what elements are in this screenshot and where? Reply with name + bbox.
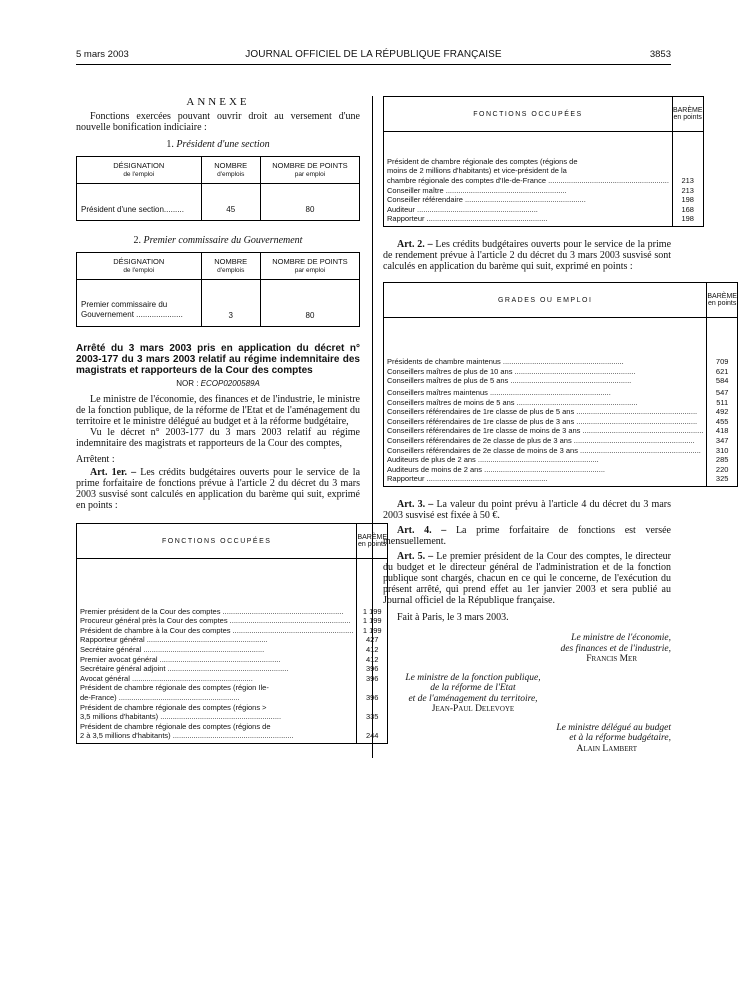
list-item-value: 418 xyxy=(715,426,729,436)
signature-budget: Le ministre délégué au budget et à la réforme budgétaire, Alain Lambert xyxy=(556,722,671,754)
list-item-value: 213 xyxy=(681,185,694,195)
list-item: Conseiller maître .......................................................... xyxy=(387,185,567,195)
list-item: Conseiller référendaire .......................................................... xyxy=(387,195,586,205)
list-item: Rapporteur général .......................................................... xyxy=(80,635,268,645)
list-item-value: 412 xyxy=(365,645,379,655)
article-1-label: Art. 1er. – xyxy=(90,467,137,478)
article-3: Art. 3. – La valeur du point prévu à l'article 4 du décret du 3 mars 2003 susvisé est fixée à 50 €. xyxy=(383,499,671,521)
list-item-value: 1 199 xyxy=(362,606,382,616)
section-1-label: Président d'une section xyxy=(176,139,270,150)
table-fonctions-2: FONCTIONS OCCUPÉES BARÈME en points Président de chambre régionale des comptes (régions de moins de 2 millions d'habitants) et vice-président de la chambre régionale des comptes d'Ile-de-France .......................................................... Conseiller maître .......................................................... Conseiller référendaire .......................................................... Auditeur .......................................................... Rapporteur .......................................................... 213 213 198 168 198 xyxy=(383,96,704,227)
list-item: Conseillers référendaires de 2e classe de plus de 3 ans .......................................................... xyxy=(387,436,695,446)
list-item-value: 335 xyxy=(365,712,379,722)
list-item-value: 198 xyxy=(681,195,694,205)
nor-reference: NOR : ECOP0200589A xyxy=(176,379,260,388)
list-item: chambre régionale des comptes d'Ile-de-France .......................................................... xyxy=(387,176,669,186)
list-item: Rapporteur .......................................................... xyxy=(387,474,548,484)
list-item-value: 427 xyxy=(365,635,379,645)
right-column xyxy=(383,96,737,754)
list-item: moins de 2 millions d'habitants) et vice-président de la xyxy=(387,166,567,176)
list-item-value: 310 xyxy=(715,445,729,455)
list-item-value: 396 xyxy=(365,673,379,683)
list-item: Présidents de chambre maintenus .......................................................... xyxy=(387,357,624,367)
list-item-value: 547 xyxy=(715,388,729,398)
table-row xyxy=(77,184,360,221)
list-item: Conseillers maîtres de moins de 5 ans .......................................................... xyxy=(387,397,638,407)
list-item-value: 198 xyxy=(681,214,694,224)
row-points: 80 xyxy=(260,184,359,221)
list-item-value: 325 xyxy=(715,474,729,484)
list-item: 3,5 millions d'habitants) .......................................................... xyxy=(80,712,282,722)
col-grades: GRADES OU EMPLOI xyxy=(384,283,707,318)
list-item: Conseillers référendaires de 1re classe de plus de 3 ans .......................................................... xyxy=(387,416,698,426)
row-name: Président d'une section......... xyxy=(77,184,202,221)
section-2-label: Premier commissaire du Gouvernement xyxy=(143,235,303,246)
header-journal-title: JOURNAL OFFICIEL DE LA RÉPUBLIQUE FRANÇAISE xyxy=(245,49,502,60)
list-item-value: 621 xyxy=(715,366,729,376)
arrete-preamble-1: Le ministre de l'économie, des finances et de l'industrie, le ministre de la fonction publique, de la réforme de l'Etat et de l'aménagement du territoire et le ministre délégué au budget et à la réforme budgétaire, xyxy=(76,394,360,427)
fonctions-names xyxy=(77,559,357,744)
list-item: de-France) .......................................................... xyxy=(80,693,240,703)
table-fonctions-1 xyxy=(76,523,388,744)
col-fonctions: FONCTIONS OCCUPÉES xyxy=(77,524,357,559)
signature-fonction-publique: Le ministre de la fonction publique, de la réforme de l'Etat et de l'aménagement du territoire, Jean-Paul Delevoye xyxy=(405,672,541,714)
section-1-number: 1. xyxy=(166,139,174,150)
list-item-value: 168 xyxy=(681,204,694,214)
article-5: Art. 5. – Le premier président de la Cour des comptes, le directeur du budget et le directeur général de l'administration et de la fonction publique sont chargés, chacun en ce qui le concerne, de l'exécution du présent arrêté, qui prend effet au 1er janvier 2003 et sera publié au Journal officiel de la République française. xyxy=(383,551,672,606)
header-rule xyxy=(76,64,671,65)
list-item: Président de chambre régionale des comptes (région Ile- xyxy=(80,683,269,693)
section-1-title xyxy=(76,139,360,150)
row-name: Premier commissaire du Gouvernement ..................... xyxy=(77,280,202,327)
list-item-value: 412 xyxy=(365,654,379,664)
arrete-title: Arrêté du 3 mars 2003 pris en application du décret n° 2003-177 du 3 mars 2003 relatif au régime indemnitaire des magistrats et rapporteurs de la Cour des comptes xyxy=(76,343,360,376)
left-column xyxy=(76,96,387,744)
grades-values xyxy=(707,318,738,487)
list-item-value: 1 199 xyxy=(362,616,382,626)
row-points: 80 xyxy=(260,280,359,327)
section-2-title xyxy=(76,235,360,246)
list-item: Président de chambre à la Cour des comptes .......................................................... xyxy=(80,625,354,635)
list-item-value: 1 199 xyxy=(362,625,382,635)
list-item: Président de chambre régionale des comptes (régions de xyxy=(80,721,271,731)
col-bareme: BARÈME en points xyxy=(357,524,388,559)
list-item: Conseillers maîtres maintenus .......................................................... xyxy=(387,388,611,398)
list-item: Auditeurs de moins de 2 ans .......................................................... xyxy=(387,464,605,474)
list-item: Conseillers référendaires de 1re classe de moins de 3 ans .......................................................... xyxy=(387,426,704,436)
list-item: Conseillers maîtres de plus de 5 ans .......................................................... xyxy=(387,376,632,386)
fonctions-names xyxy=(384,132,673,227)
list-item-value: 511 xyxy=(716,397,729,407)
article-2: Art. 2. – Les crédits budgétaires ouverts pour le service de la prime de rendement prévue à l'article 2 du décret du 3 mars 2003 susvisé sont calculés en application du barème qui suit, exprimé en points : xyxy=(383,239,672,272)
arrete-preamble-2: Vu le décret n° 2003-177 du 3 mars 2003 relatif au régime indemnitaire des magistrats et rapporteurs de la Cour des comptes, xyxy=(76,427,360,449)
list-item-value: 709 xyxy=(715,357,729,367)
list-item: Avocat général .......................................................... xyxy=(80,673,253,683)
list-item-value: 244 xyxy=(365,731,379,741)
list-item-value: 213 xyxy=(681,176,694,186)
list-item: Premier avocat général .......................................................... xyxy=(80,654,281,664)
row-count: 3 xyxy=(201,280,260,327)
list-item: Procureur général près la Cour des comptes .......................................................... xyxy=(80,616,351,626)
row-count: 45 xyxy=(201,184,260,221)
list-item: Premier président de la Cour des comptes .......................................................... xyxy=(80,606,344,616)
article-2-label: Art. 2. – xyxy=(397,239,433,250)
signature-economie: Le ministre de l'économie, des finances et de l'industrie, Francis Mer xyxy=(560,633,671,664)
col-points: NOMBRE DE POINTS par emploi xyxy=(260,157,359,184)
list-item-value: 584 xyxy=(715,376,729,386)
table-premier-commissaire: DÉSIGNATION de l'emploi NOMBRE d'emplois NOMBRE DE POINTS par emploi Premier commissaire du Gouvernement ..................... 3 80 xyxy=(76,252,360,327)
table-grades: GRADES OU EMPLOI BARÈME en points Présidents de chambre maintenus .......................................................... Conseillers maîtres de plus de 10 ans .......................................................... Conseillers maîtres de plus de 5 ans .......................................................... Conseillers maîtres maintenus .......................................................... Conseillers maîtres de moins de 5 ans .......................................................... Conseillers référendaires de 1re classe de plus de 5 ans .......................................................... Conseillers référendaires de 1re classe de plus de 3 ans .......................................................... Conseillers référendaires de 1re classe de moins de 3 ans .......................................................... Conseillers référendaires de 2e classe de plus de 3 ans .......................................................... Conseillers référendaires de 2e classe de moins de 3 ans .......................................................... Auditeurs de plus de 2 ans .......................................................... Auditeurs de moins de 2 ans .......................................................... Rapporteur .......................................................... 709 621 584 547 511 492 455 418 347 310 285 220 325 xyxy=(383,282,738,487)
list-item-value: 492 xyxy=(715,407,729,417)
page-header xyxy=(76,49,671,63)
list-item-value: 396 xyxy=(365,693,379,703)
grades-names xyxy=(384,318,707,487)
list-item: Secrétaire général .......................................................... xyxy=(80,645,265,655)
list-item-value: 396 xyxy=(365,664,379,674)
fait-a-paris: Fait à Paris, le 3 mars 2003. xyxy=(397,612,509,623)
article-4: Art. 4. – La prime forfaitaire de fonctions est versée mensuellement. xyxy=(383,525,671,547)
list-item-value: 455 xyxy=(715,416,729,426)
list-item: Secrétaire général adjoint .......................................................... xyxy=(80,664,289,674)
list-item: Auditeur .......................................................... xyxy=(387,204,538,214)
list-item: 2 à 3,5 millions d'habitants) .......................................................... xyxy=(80,731,294,741)
col-nombre: NOMBRE d'emplois xyxy=(201,157,260,184)
table-president-section xyxy=(76,156,360,221)
list-item: Conseillers référendaires de 1re classe de plus de 5 ans .......................................................... xyxy=(387,407,698,417)
header-date: 5 mars 2003 xyxy=(76,49,129,60)
list-item: Conseillers référendaires de 2e classe de moins de 3 ans .......................................................... xyxy=(387,445,701,455)
section-2-number: 2. xyxy=(133,235,142,246)
list-item-value: 347 xyxy=(715,436,729,446)
fonctions-values xyxy=(672,132,703,227)
list-item: Rapporteur .......................................................... xyxy=(387,214,548,224)
annexe-title: ANNEXE xyxy=(186,96,250,108)
list-item-value: 285 xyxy=(715,455,729,465)
col-designation: DÉSIGNATION de l'emploi xyxy=(77,157,202,184)
list-item: Auditeurs de plus de 2 ans .......................................................... xyxy=(387,455,599,465)
list-item: Président de chambre régionale des comptes (régions de xyxy=(387,156,578,166)
header-page-number: 3853 xyxy=(649,49,671,60)
table-row xyxy=(77,280,360,327)
list-item: Conseillers maîtres de plus de 10 ans .......................................................... xyxy=(387,366,636,376)
list-item-value: 220 xyxy=(715,464,729,474)
arretent: Arrêtent : xyxy=(76,454,115,465)
list-item: Président de chambre régionale des comptes (régions > xyxy=(80,702,267,712)
article-1: Art. 1er. – Les crédits budgétaires ouverts pour le service de la prime forfaitaire de fonctions prévue à l'article 2 du décret du 3 mars 2003 susvisé sont calculés en application du barème qui suit, exprimé en points : xyxy=(76,467,361,511)
annexe-intro: Fonctions exercées pouvant ouvrir droit au versement d'une nouvelle bonification indiciaire : xyxy=(76,111,360,133)
